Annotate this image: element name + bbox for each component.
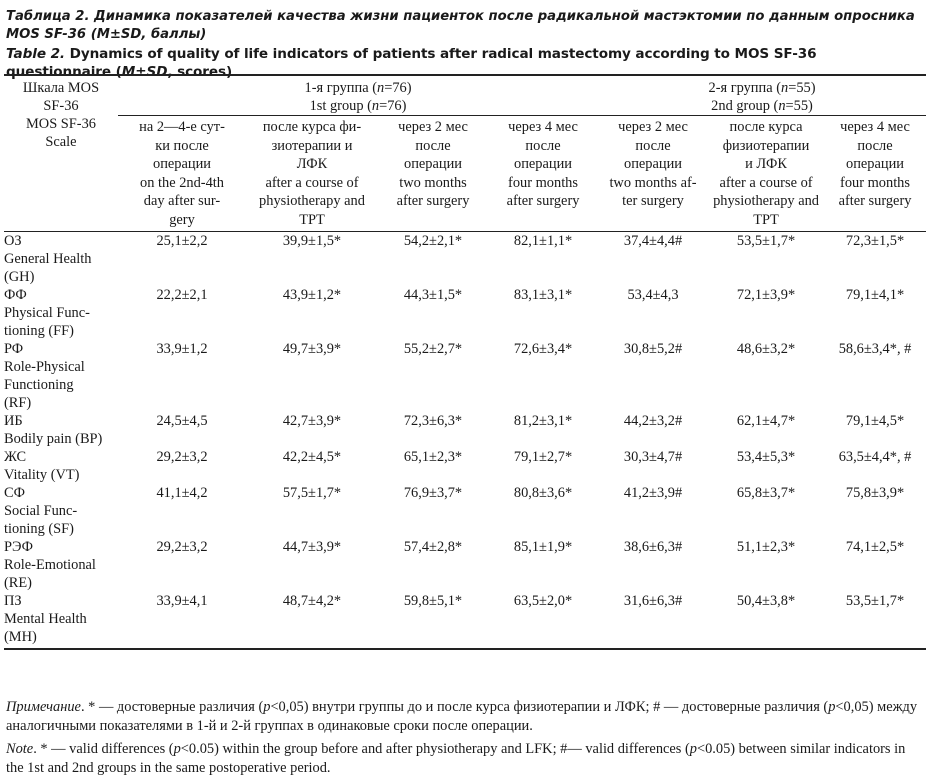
note-label-ru: Примечание [6,699,81,715]
scale-name-line: Vitality (VT) [4,467,80,483]
group2-ru-n: n [781,80,789,96]
group1-ru [118,79,598,97]
caption-tail-en: , scores) [167,64,233,80]
group2-en [598,97,926,115]
column-header [118,116,246,232]
table-body [4,232,926,650]
value-cell: 29,2±3,2 [156,539,208,555]
column-header [488,116,598,232]
value-cell: 37,4±4,4# [623,233,683,249]
scale-name-line: ФФ [4,287,27,303]
value-cell: 51,1±2,3* [736,539,796,555]
column-header [824,116,926,232]
caption-stat-ru: M±SD [96,27,142,42]
value-cell: 38,6±6,3# [623,539,683,555]
note-en-p: p [173,741,181,757]
table-row [4,286,926,340]
value-cell: 44,7±3,9* [282,539,342,555]
scale-name-line: tioning (SF) [4,521,74,537]
value-cell: 31,6±6,3# [598,592,708,649]
scale-name-line: РЭФ [4,539,33,555]
value-cell: 62,1±4,7* [736,413,796,429]
scale-name-line: Role-Physical [4,359,85,375]
scale-name-line: ИБ [4,413,23,429]
column-header-line: через 4 мес [508,119,578,135]
value-cell: 22,2±2,1 [156,287,208,303]
note-en-part3: <0.05) between similar indicators in the 1st and 2nd groups in the same postoperative period. [6,741,906,776]
value-cell: 48,6±3,2* [736,341,796,357]
note-ru-p2: р [828,699,836,715]
value-cell: 57,4±2,8* [403,539,463,555]
value-cell: 53,4±5,3* [736,449,796,465]
scale-name-cell [4,232,118,287]
value-cell: 30,3±4,7# [623,449,683,465]
column-header-line: и ЛФК [745,156,787,172]
value-cell: 53,4±4,3 [627,287,679,303]
scale-name-cell [4,340,118,412]
column-header-line: после [635,137,671,154]
caption-text-ru: Динамика показателей качества жизни пациенток после радикальной мастэктомии по данным опросника MOS SF-36 ( [6,9,915,42]
column-header-line: после [525,137,561,154]
column-header-line: операции [846,156,904,172]
value-cell: 25,1±2,2 [156,233,208,249]
scale-name-line: General Health [4,251,92,267]
column-header-line: four months [508,174,578,191]
caption-label-ru: Таблица 2. [6,9,90,24]
caption-tail-ru: , баллы) [141,27,207,42]
value-cell: 44,2±3,2# [623,413,683,429]
scale-header-line: Шкала MOS [22,80,100,96]
column-header-line: ter surgery [622,193,684,209]
note-label-en: Note [6,741,34,757]
table-row [4,538,926,592]
group1-header [118,75,598,116]
value-cell: 53,5±1,7* [824,592,926,649]
column-header-line: physiotherapy and [713,193,819,209]
column-header-line: операции [514,156,572,172]
column-header-row [4,116,926,232]
value-cell: 76,9±3,7* [403,485,463,501]
value-cell: 85,1±1,9* [513,539,573,555]
value-cell: 48,7±4,2* [246,592,378,649]
scale-name-line: Bodily pain (BP) [4,431,103,447]
group2-ru [598,79,926,97]
column-header [598,116,708,232]
column-header [246,116,378,232]
column-header-line: after surgery [396,193,470,209]
table-row [4,592,926,649]
value-cell: 82,1±1,1* [513,233,573,249]
column-header-line: TPT [753,211,779,228]
column-header-line: операции [624,156,682,172]
table-caption-ru [6,8,924,44]
scale-name-line: (GH) [4,269,35,285]
value-cell: 59,8±5,1* [378,592,488,649]
note-ru-part3: <0,05) между аналогичными показателями в 1-й и 2-й группах в одинаковые сроки после операции. [6,699,918,734]
column-header-line: day after sur- [143,193,221,209]
caption-label-en: Table 2. [6,46,65,62]
scale-name-cell [4,448,118,484]
value-cell: 41,2±3,9# [623,485,683,501]
value-cell: 54,2±2,1* [403,233,463,249]
value-cell: 63,5±4,4*, # [838,449,912,465]
group2-en-n: n [778,98,786,114]
column-header-line: ки после [155,137,209,154]
value-cell: 80,8±3,6* [513,485,573,501]
note-en-part2: <0.05) within the group before and after physiotherapy and LFK; #— valid differences ( [180,741,690,757]
value-cell: 81,2±3,1* [513,413,573,429]
value-cell: 72,6±3,4* [513,341,573,357]
value-cell: 30,8±5,2# [623,341,683,357]
group1-en-pre: 1st group ( [309,98,372,114]
scale-name-line: (MH) [4,629,37,645]
scale-header [4,75,118,232]
column-header-line: four months [840,174,910,191]
value-cell: 74,1±2,5* [845,539,905,555]
value-cell: 42,7±3,9* [282,413,342,429]
value-cell: 33,9±4,1 [118,592,246,649]
scale-name-line: СФ [4,485,25,501]
value-cell: 24,5±4,5 [156,413,208,429]
scale-name-line: Mental Health [4,611,87,627]
value-cell: 79,1±2,7* [513,449,573,465]
scale-name-line: ПЗ [4,593,22,609]
table-row [4,484,926,538]
scale-name-line: РФ [4,341,24,357]
note-ru [6,698,924,736]
value-cell: 63,5±2,0* [488,592,598,649]
group2-en-pre: 2nd group ( [711,98,779,114]
group1-en [118,97,598,115]
column-header-line: через 2 мес [398,119,468,135]
note-en-p2: p [689,741,697,757]
column-header-line: two months af- [609,174,697,191]
group1-ru-n: n [377,80,385,96]
scale-name-cell [4,538,118,592]
column-header-line: зиотерапии и [271,137,353,154]
column-header-line: через 2 мес [618,119,688,135]
column-header-line: после [857,137,893,154]
value-cell: 39,9±1,5* [282,233,342,249]
scale-name-line: (RE) [4,575,32,591]
value-cell: 42,2±4,5* [282,449,342,465]
column-header-line: после курса [729,119,803,135]
caption-text-en: Dynamics of quality of life indicators of patients after radical mastectomy according to MOS SF-36 questionnaire ( [6,46,817,80]
value-cell: 65,8±3,7* [736,485,796,501]
scale-name-cell [4,412,118,448]
scale-name-line: ОЗ [4,233,22,249]
value-cell: 75,8±3,9* [845,485,905,501]
group1-ru-pre: 1-я группа ( [304,80,377,96]
scale-name-cell [4,592,118,649]
scale-name-line: Social Func- [4,503,78,519]
note-ru-p: р [263,699,271,715]
group2-ru-pre: 2-я группа ( [708,80,781,96]
value-cell: 33,9±1,2 [156,341,208,357]
value-cell: 50,4±3,8* [708,592,824,649]
value-cell: 43,9±1,2* [282,287,342,303]
value-cell: 53,5±1,7* [736,233,796,249]
column-header-line: после курса фи- [262,119,362,135]
value-cell: 49,7±3,9* [282,341,342,357]
value-cell: 44,3±1,5* [403,287,463,303]
scale-name-line: (RF) [4,395,32,411]
scale-name-line: ЖС [4,449,27,465]
column-header [708,116,824,232]
scale-name-line: tioning (FF) [4,323,74,339]
group1-en-n: n [371,98,380,114]
scale-header-line: SF-36 [43,98,79,114]
header-group-row [4,75,926,116]
table-row [4,340,926,412]
scale-name-line: Functioning [4,377,74,393]
note-en [6,740,924,778]
column-header [378,116,488,232]
column-header-line: TPT [299,211,325,228]
column-header-line: операции [153,156,211,172]
scale-header-line: Scale [45,134,77,150]
note-ru-part1: . * — достоверные различия ( [80,699,264,715]
note-ru-part2: <0,05) внутри группы до и после курса физиотерапии и ЛФК; # — достоверные различия ( [270,699,829,715]
table-row [4,448,926,484]
column-header-line: после [415,137,451,154]
group1-ru-post: =76) [384,80,412,96]
table-row [4,412,926,448]
group2-header [598,75,926,116]
scale-header-line: MOS SF-36 [26,116,96,132]
column-header-line: gery [169,211,195,228]
value-cell: 79,1±4,1* [845,287,905,303]
column-header-line: physiotherapy and [259,193,365,209]
column-header-line: after surgery [838,193,912,209]
caption-stat-en: M±SD [121,64,168,80]
scale-name-cell [4,286,118,340]
group2-en-post: =55) [785,98,813,114]
value-cell: 72,3±1,5* [845,233,905,249]
column-header-line: физиотерапии [722,137,810,154]
value-cell: 55,2±2,7* [403,341,463,357]
value-cell: 29,2±3,2 [156,449,208,465]
column-header-line: after a course of [719,174,813,191]
column-header-line: на 2—4-е сут- [139,119,225,135]
column-header-line: on the 2nd-4th [140,174,224,191]
value-cell: 72,3±6,3* [403,413,463,429]
value-cell: 83,1±3,1* [513,287,573,303]
column-header-line: операции [404,156,462,172]
value-cell: 79,1±4,5* [845,413,905,429]
scale-name-line: Role-Emotional [4,557,96,573]
value-cell: 41,1±4,2 [156,485,208,501]
column-header-line: after a course of [265,174,359,191]
value-cell: 72,1±3,9* [736,287,796,303]
column-header-line: after surgery [506,193,580,209]
table-row [4,232,926,287]
value-cell: 65,1±2,3* [403,449,463,465]
value-cell: 57,5±1,7* [282,485,342,501]
column-header-line: ЛФК [296,156,328,172]
group1-en-post: =76) [379,98,407,114]
scale-name-cell [4,484,118,538]
qol-table [4,74,926,650]
value-cell: 58,6±3,4*, # [838,341,912,357]
note-en-part1: . * — valid differences ( [33,741,174,757]
column-header-line: two months [399,174,467,191]
group2-ru-post: =55) [788,80,816,96]
scale-name-line: Physical Func- [4,305,90,321]
column-header-line: через 4 мес [840,119,910,135]
